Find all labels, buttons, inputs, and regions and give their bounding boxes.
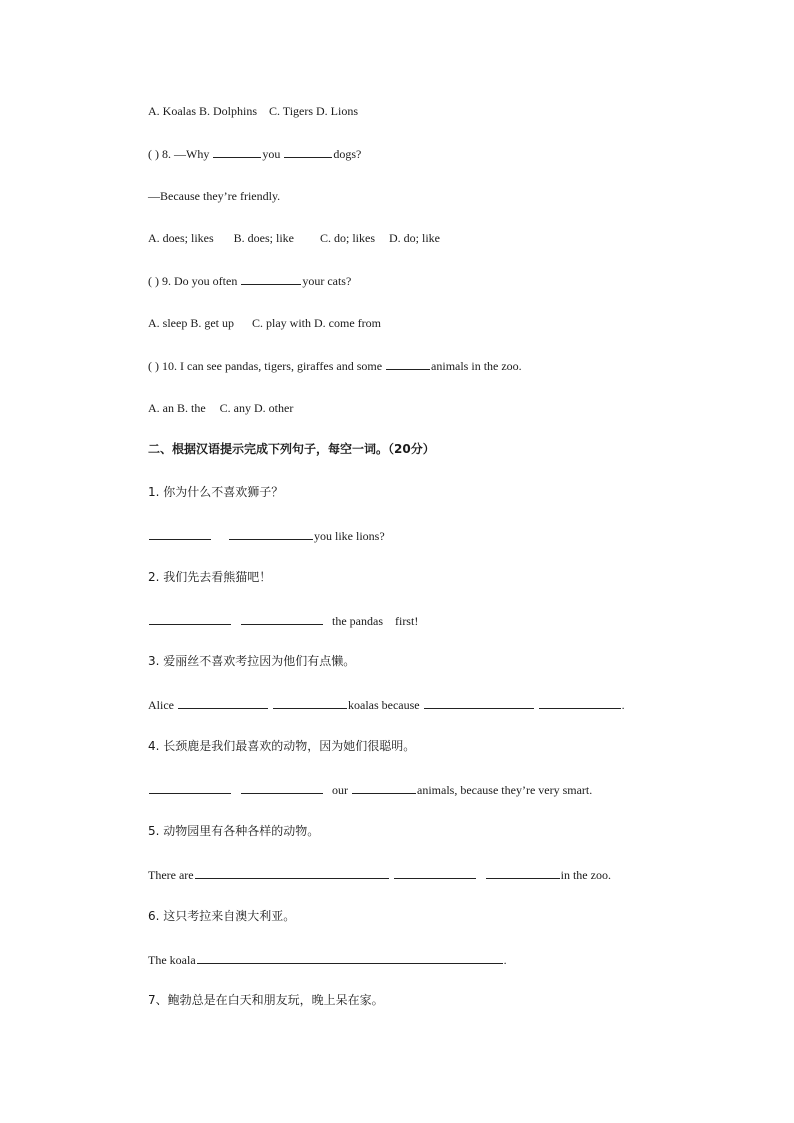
s4-blank-3[interactable] (352, 781, 416, 794)
s5-blank-1[interactable] (195, 866, 389, 879)
sentence-1-english: you like lions? (148, 527, 385, 544)
sentence-6-english: The koala . (148, 953, 507, 967)
sentence-4-chinese: 4. 长颈鹿是我们最喜欢的动物，因为她们很聪明。 (148, 739, 416, 753)
s3-blank-2[interactable] (273, 696, 347, 709)
s6-blank[interactable] (197, 951, 503, 964)
q8-blank-2[interactable] (284, 145, 332, 158)
q8-options: A. does; likes B. does; like C. do; likes D. do; like (148, 231, 441, 245)
sentence-4-english: our animals, because they’re very smart. (148, 781, 592, 798)
q9-blank[interactable] (241, 272, 301, 285)
q10-blank[interactable] (386, 357, 430, 370)
question-10: ( ) 10. I can see pandas, tigers, giraffes and some animals in the zoo. (148, 359, 522, 373)
s3-blank-1[interactable] (178, 696, 268, 709)
s2-blank-1[interactable] (149, 612, 231, 625)
sentence-5-chinese: 5. 动物园里有各种各样的动物。 (148, 824, 320, 838)
sentence-2-chinese: 2. 我们先去看熊猫吧！ (148, 570, 272, 584)
question-8: ( ) 8. —Why you dogs? (148, 147, 362, 161)
s4-blank-2[interactable] (241, 781, 323, 794)
question-9: ( ) 9. Do you often your cats? (148, 274, 352, 288)
sentence-3-english: Alice koalas because . (148, 698, 625, 712)
s3-blank-3[interactable] (424, 696, 534, 709)
q7-options: A. Koalas B. Dolphins C. Tigers D. Lions (148, 104, 359, 118)
sentence-3-chinese: 3. 爱丽丝不喜欢考拉因为他们有点懒。 (148, 654, 356, 668)
q8-blank-1[interactable] (213, 145, 261, 158)
section-2-heading: 二、根据汉语提示完成下列句子，每空一词。（20分） (148, 442, 435, 456)
sentence-5-english: There are in the zoo. (148, 868, 611, 882)
sentence-1-chinese: 1. 你为什么不喜欢狮子？ (148, 485, 284, 499)
q8-answer: —Because they’re friendly. (148, 189, 281, 203)
s1-blank-1[interactable] (149, 527, 211, 540)
s4-blank-1[interactable] (149, 781, 231, 794)
s3-blank-4[interactable] (539, 696, 621, 709)
q10-options: A. an B. the C. any D. other (148, 401, 294, 415)
s1-blank-2[interactable] (229, 527, 313, 540)
sentence-6-chinese: 6. 这只考拉来自澳大利亚。 (148, 909, 296, 923)
s2-blank-2[interactable] (241, 612, 323, 625)
sentence-7-chinese: 7、鲍勃总是在白天和朋友玩，晚上呆在家。 (148, 993, 384, 1007)
s5-blank-2[interactable] (394, 866, 476, 879)
sentence-2-english: the pandas first! (148, 612, 418, 629)
s5-blank-3[interactable] (486, 866, 560, 879)
q9-options: A. sleep B. get up C. play with D. come from (148, 316, 381, 330)
